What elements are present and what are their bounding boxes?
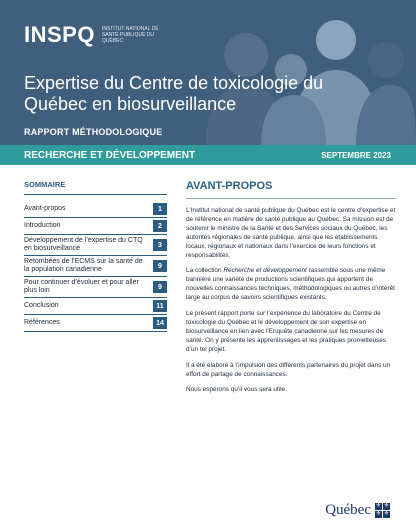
paragraph-partners: Il a été élaboré à l’impulsion des différents partenaires du projet dans un effort de partage de connaissances. [186, 361, 391, 378]
toc-item-conclusion[interactable] [24, 298, 167, 315]
inspq-logo[interactable] [24, 22, 164, 48]
toc-item-page: 3 [153, 239, 167, 251]
toc-item-label: Pour continuer d’évoluer et pour aller plus loin [24, 279, 139, 294]
paragraph-mission: L’Institut national de santé publique du Québec est le centre d’expertise et de référence en matière de santé publique au Québec. Sa mission est de soutenir le ministre de la Santé et des Services sociaux du Québec, les autorités régionales de santé publique, ainsi que les établissements locaux, régionaux et nationaux dans l’exercice de leurs fonctions et responsabilités. [186, 207, 396, 259]
fleur-de-lys-glyph: ⚜ [383, 511, 390, 517]
toc-item-label: Conclusion [24, 302, 59, 309]
collection-name: Recherche et développement [223, 267, 307, 275]
toc-item-page: 2 [153, 220, 167, 232]
toc-title: SOMMAIRE [24, 180, 167, 195]
report-type: RAPPORT MÉTHODOLOGIQUE [24, 127, 163, 137]
paragraph-collection [186, 267, 396, 303]
table-of-contents [24, 180, 167, 332]
toc-list [24, 201, 167, 332]
paragraph-report: Le présent rapport porte sur l’expérience du laboratoire du Centre de toxicologie du Québec et le développement de son expertise en biosurveillance en lien avec l’Enquête canadienne sur les mesures de santé. On y présente les apprentissages et les pratiques prometteuses d’un tel projet. [186, 310, 386, 353]
paragraph-closing: Nous espérons qu’il vous sera utile. [186, 386, 287, 394]
toc-item-page: 9 [153, 260, 167, 272]
fleur-de-lys-glyph: ⚜ [383, 503, 390, 509]
fleur-de-lys-icon [375, 503, 390, 518]
toc-item-avant-propos[interactable] [24, 201, 167, 218]
cover-header [0, 0, 416, 145]
toc-item-page: 11 [153, 300, 167, 312]
main-content [186, 180, 396, 402]
section-heading: AVANT-PROPOS [186, 180, 396, 199]
logo-subtitle: INSTITUT NATIONAL DE SANTÉ PUBLIQUE DU QUÉBEC [101, 26, 159, 44]
toc-item-introduction[interactable] [24, 218, 167, 235]
toc-item-page: 1 [153, 203, 167, 215]
collection-label: RECHERCHE ET DÉVELOPPEMENT [24, 150, 196, 161]
collection-suffix: rassemble sous une même bannière une variété de productions scientifiques qui apportent de nouvelles connaissances techniques, méthodologiques ou autres d’intérêt large au corpus de savoirs scientifiques existants. [186, 267, 395, 302]
toc-item-label: Retombées de l’ECMS sur la santé de la population canadienne [24, 258, 143, 273]
toc-item-label: Développement de l’expertise du CTQ en biosurveillance [24, 237, 143, 252]
collection-bar [0, 145, 416, 165]
quebec-government-logo[interactable] [325, 502, 390, 519]
quebec-wordmark: Québec [325, 502, 371, 518]
toc-item-label: Références [24, 319, 60, 326]
fleur-de-lys-glyph: ⚜ [375, 511, 382, 517]
logo-mark: INSPQ [24, 22, 95, 47]
toc-item-label: Introduction [24, 222, 61, 229]
toc-item-references[interactable] [24, 315, 167, 332]
toc-item-retombees[interactable] [24, 256, 167, 277]
toc-item-page: 9 [153, 281, 167, 293]
publication-date: SEPTEMBRE 2023 [321, 151, 391, 160]
toc-item-developpement[interactable] [24, 235, 167, 256]
toc-item-continuer[interactable] [24, 277, 167, 298]
toc-item-label: Avant-propos [24, 205, 66, 212]
collection-prefix: La collection [186, 267, 224, 275]
document-title: Expertise du Centre de toxicologie du Québec en biosurveillance [24, 73, 324, 114]
fleur-de-lys-glyph: ⚜ [375, 503, 382, 509]
toc-item-page: 14 [153, 317, 167, 329]
